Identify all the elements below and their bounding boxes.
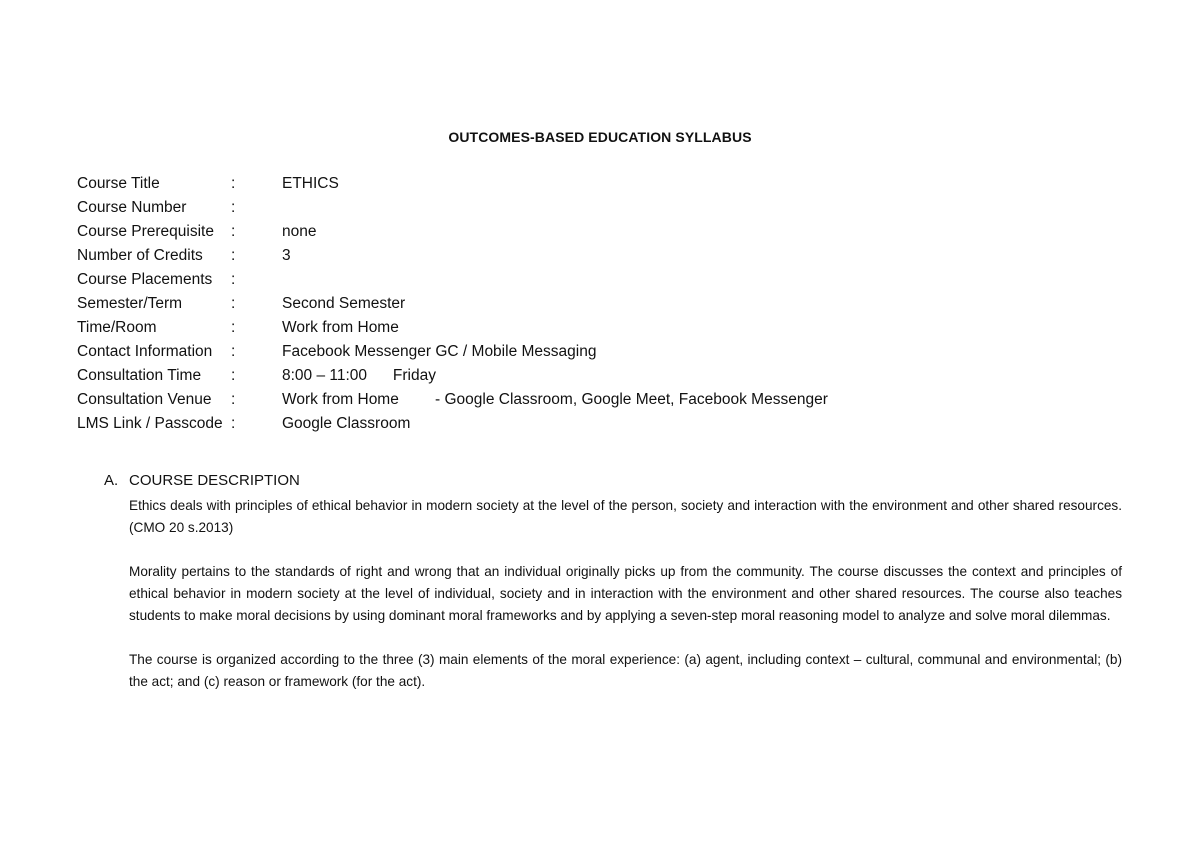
- description-paragraph: Ethics deals with principles of ethical behavior in modern society at the level of the person, society and interaction with the environment and other shared resources. (CMO 20 s.2013): [129, 498, 1122, 535]
- info-label: Consultation Time: [77, 367, 202, 384]
- info-separator: :: [231, 175, 236, 192]
- info-separator: :: [231, 295, 236, 312]
- info-separator: :: [231, 367, 236, 384]
- info-label: Course Placements: [77, 271, 213, 288]
- info-label: Time/Room: [77, 319, 157, 336]
- info-value: Work from Home: [282, 319, 399, 336]
- info-value: Second Semester: [282, 295, 406, 312]
- info-label: Contact Information: [77, 343, 213, 360]
- info-separator: :: [231, 319, 236, 336]
- info-value: ETHICS: [282, 175, 339, 192]
- course-description-body: [129, 495, 1122, 715]
- description-paragraph: The course is organized according to the three (3) main elements of the moral experience: (a) agent, including context – cultural, communal and environmental; (b) the act; and (c) reason or framework (for the act).: [129, 652, 1122, 689]
- info-value: none: [282, 223, 317, 240]
- info-separator: :: [231, 415, 236, 432]
- info-label: Course Prerequisite: [77, 223, 214, 240]
- info-separator: :: [231, 199, 236, 216]
- info-label: Consultation Venue: [77, 391, 212, 408]
- info-value-extra: - Google Classroom, Google Meet, Facebook Messenger: [435, 391, 828, 408]
- info-value: Google Classroom: [282, 415, 411, 432]
- info-value: 3: [282, 247, 291, 264]
- info-label: LMS Link / Passcode: [77, 415, 223, 432]
- info-separator: :: [231, 343, 236, 360]
- info-label: Number of Credits: [77, 247, 203, 264]
- info-value: 8:00 – 11:00 Friday: [282, 367, 436, 384]
- page-title: OUTCOMES-BASED EDUCATION SYLLABUS: [448, 129, 752, 145]
- info-label: Course Number: [77, 199, 187, 216]
- info-value: Work from Home: [282, 391, 399, 408]
- info-separator: :: [231, 223, 236, 240]
- info-value: Facebook Messenger GC / Mobile Messaging: [282, 343, 597, 360]
- info-separator: :: [231, 271, 236, 288]
- info-separator: :: [231, 391, 236, 408]
- description-paragraph: Morality pertains to the standards of right and wrong that an individual originally picks up from the community. The course discusses the context and principles of ethical behavior in modern society at the level of individual, society and in interaction with the environment and other shared resources. The course also teaches students to make moral decisions by using dominant moral frameworks and by applying a seven-step moral reasoning model to analyze and solve moral dilemmas.: [129, 564, 1122, 623]
- section-heading-course-description: [104, 472, 300, 489]
- section-letter: A.: [104, 472, 119, 489]
- info-separator: :: [231, 247, 236, 264]
- info-label: Course Title: [77, 175, 160, 192]
- section-title: COURSE DESCRIPTION: [129, 472, 300, 489]
- info-label: Semester/Term: [77, 295, 183, 312]
